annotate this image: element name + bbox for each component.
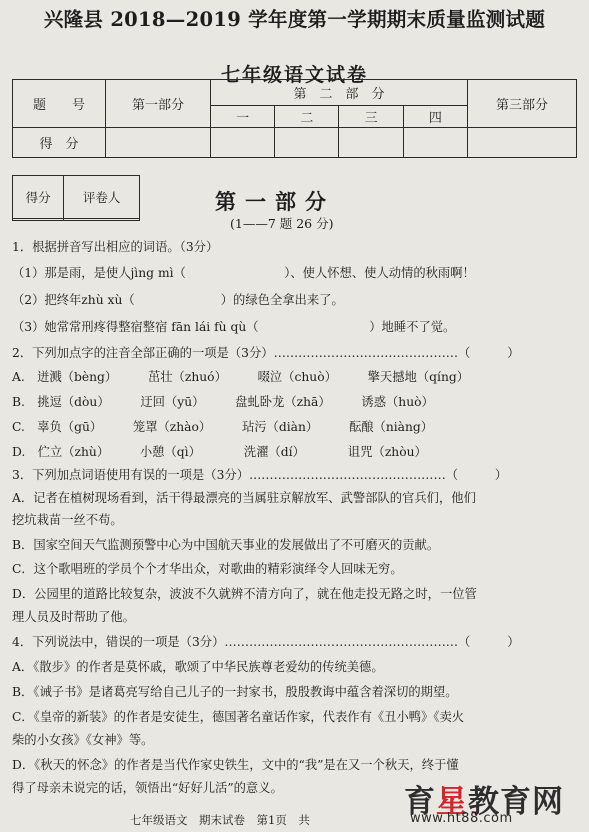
- score-cell-sub-3[interactable]: [339, 128, 403, 158]
- score-table-sub-4: 四: [403, 106, 467, 128]
- option-line: C. 辜负（gū） 笼罩（zhào） 玷污（diàn） 酝酿（niàng）: [12, 420, 434, 434]
- question-line: 1．根据拼音写出相应的词语。（3分）: [12, 240, 219, 254]
- option-line: C．这个歌唱班的学员个个才华出众，对歌曲的精彩演绎令人回味无穷。: [12, 562, 403, 576]
- score-cell-sub-2[interactable]: [275, 128, 339, 158]
- page-title: 兴隆县 2018—2019 学年度第一学期期末质量监测试题: [43, 8, 546, 31]
- grader-score-cell[interactable]: [13, 218, 64, 220]
- section-range: (1——7 题 26 分): [230, 216, 334, 231]
- page-subtitle: 七年级语文试卷: [220, 64, 368, 86]
- watermark-logo: 育星教育网: [404, 784, 564, 820]
- question-line: （2）把终年zhù xù（ ）的绿色全拿出来了。: [12, 293, 344, 307]
- option-line: B．《诫子书》是诸葛亮写给自己儿子的一封家书，殷殷教诲中蕴含着深切的期望。: [12, 685, 458, 699]
- option-line: 理人员及时帮助了他。: [12, 610, 135, 624]
- option-line: A. 迸溅（bèng） 茁壮（zhuó） 啜泣（chuò） 擎天撼地（qíng）: [12, 370, 470, 384]
- score-table-part2: 第 二 部 分: [211, 80, 468, 106]
- score-table-sub-2: 二: [275, 106, 339, 128]
- grader-table: [12, 175, 140, 221]
- option-line: B．国家空间天气监测预警中心为中国航天事业的发展做出了不可磨灭的贡献。: [12, 538, 440, 552]
- score-table: [12, 79, 577, 158]
- option-line: D．《秋天的怀念》的作者是当代作家史铁生，文中的“我”是在又一个秋天，终于懂: [12, 758, 459, 772]
- score-table-part1: 第一部分: [106, 80, 211, 128]
- grader-score-label: 得分: [13, 176, 64, 219]
- score-cell-part3[interactable]: [468, 128, 577, 158]
- option-line: D．公园里的道路比较复杂，波波不久就辨不清方向了，就在他走投无路之时，一位管: [12, 587, 477, 601]
- score-table-label-score: 得 分: [13, 128, 106, 158]
- score-table-part3: 第三部分: [468, 80, 577, 128]
- option-line: C．《皇帝的新装》的作者是安徒生，德国著名童话作家，代表作有《丑小鸭》《卖火: [12, 710, 465, 724]
- question-line: （3）她常常刑疼得整宿整宿 fān lái fù qù（ ）地睡不了觉。: [12, 320, 456, 334]
- option-line: 得了母亲未说完的话，领悟出“好好儿活”的意义。: [12, 781, 283, 795]
- score-table-label-number: 题 号: [13, 80, 106, 128]
- score-cell-part1[interactable]: [106, 128, 211, 158]
- score-cell-sub-1[interactable]: [211, 128, 275, 158]
- option-line: A．记者在植树现场看到，活干得最漂亮的当属驻京解放军、武警部队的官兵们，他们: [12, 491, 476, 505]
- page-footer: 七年级语文 期末试卷 第1页 共: [130, 813, 310, 827]
- question-line: 2．下列加点字的注音全部正确的一项是（3分）………………………………………（ ）: [12, 346, 520, 360]
- question-line: 3．下列加点词语使用有误的一项是（3分）…………………………………………（ ）: [12, 468, 508, 482]
- option-line: 挖坑栽苗一丝不苟。: [12, 513, 123, 527]
- option-line: A．《散步》的作者是莫怀戚，歌颂了中华民族尊老爱幼的传统美德。: [12, 660, 384, 674]
- score-cell-sub-4[interactable]: [403, 128, 467, 158]
- option-line: D. 伫立（zhù） 小憩（qì） 洗濯（dí） 诅咒（zhòu）: [12, 445, 427, 459]
- watermark-url: www.ht88.com: [410, 811, 513, 826]
- question-line: （1）那是雨，是使人jìng mì（ ）、使人怀想、使人动情的秋雨啊！: [12, 266, 475, 280]
- grader-name-cell[interactable]: [64, 218, 140, 220]
- section-title: 第一部分: [215, 189, 335, 214]
- grader-name-label: 评卷人: [64, 176, 140, 219]
- question-line: 4．下列说法中，错误的一项是（3分）…………………………………………………（ ）: [12, 635, 520, 649]
- score-table-sub-1: 一: [211, 106, 275, 128]
- option-line: B. 挑逗（dòu） 迂回（yū） 盘虬卧龙（zhā） 诱惑（huò）: [12, 395, 434, 409]
- score-table-sub-3: 三: [339, 106, 403, 128]
- option-line: 柴的小女孩》《女神》等。: [12, 733, 154, 747]
